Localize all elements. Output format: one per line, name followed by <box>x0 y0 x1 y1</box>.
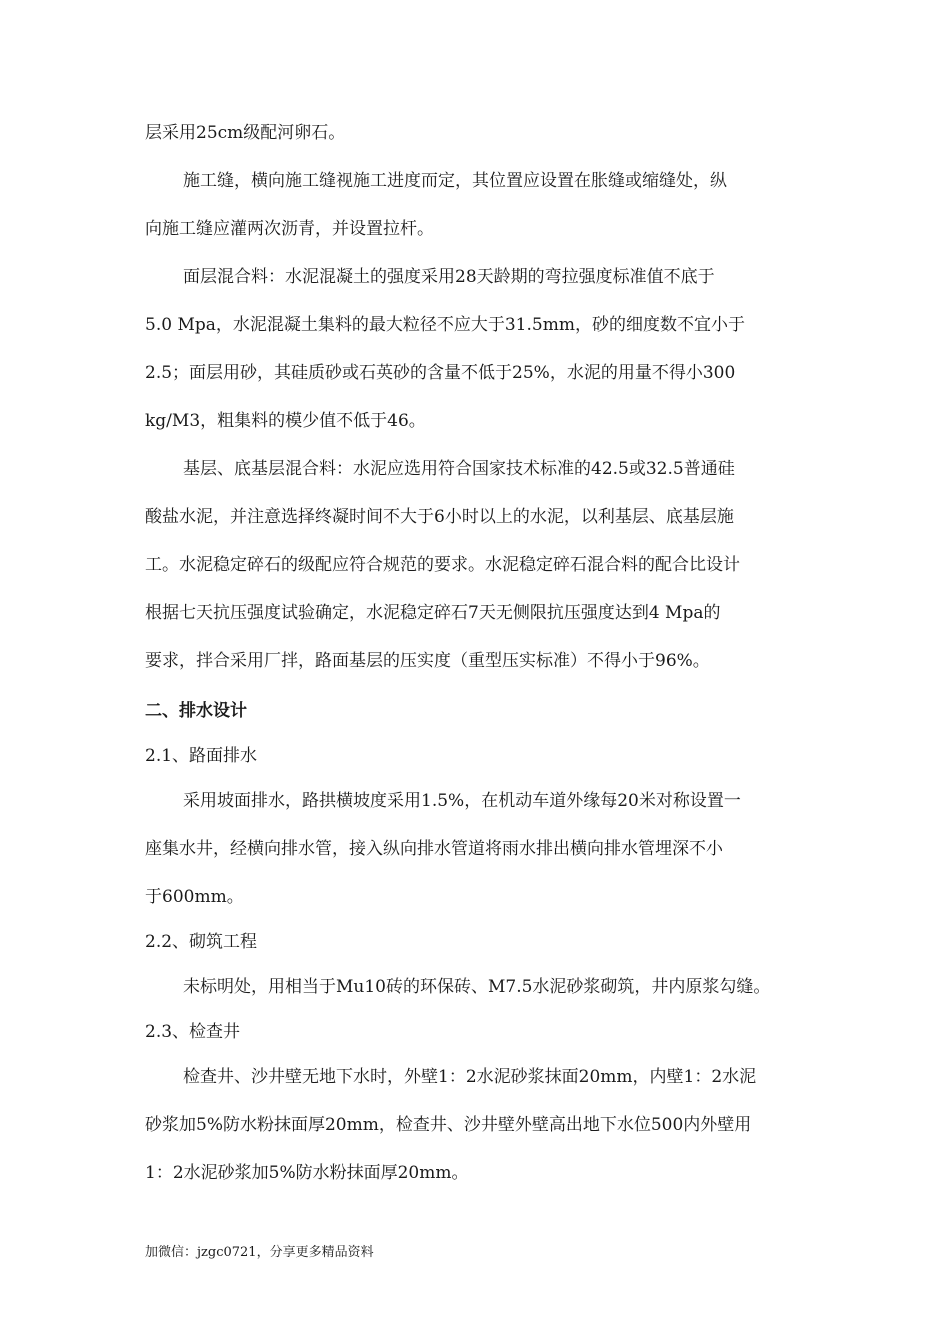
paragraph-line: 酸盐水泥，并注意选择终凝时间不大于6小时以上的水泥，以利基层、底基层施 <box>145 507 734 527</box>
paragraph-line: 面层混合料：水泥混凝土的强度采用28天龄期的弯拉强度标准值不底于 <box>183 267 715 287</box>
paragraph-line: 未标明处，用相当于Mu10砖的环保砖、M7.5水泥砂浆砌筑，井内原浆勾缝。 <box>183 977 771 997</box>
paragraph-line: 5.0 Mpa，水泥混凝土集料的最大粒径不应大于31.5mm，砂的细度数不宜小于 <box>145 315 745 335</box>
paragraph-line: 砂浆加5%防水粉抹面厚20mm，检查井、沙井壁外壁高出地下水位500内外壁用 <box>145 1115 752 1135</box>
paragraph-line: 根据七天抗压强度试验确定，水泥稳定碎石7天无侧限抗压强度达到4 Mpa的 <box>145 603 721 623</box>
paragraph-line: 层采用25cm级配河卵石。 <box>145 123 346 143</box>
paragraph-line: 2.5；面层用砂，其硅质砂或石英砂的含量不低于25%，水泥的用量不得小300 <box>145 363 736 383</box>
section-heading: 二、排水设计 <box>145 701 247 721</box>
paragraph-line: 检查井、沙井壁无地下水时，外壁1：2水泥砂浆抹面20mm，内壁1：2水泥 <box>183 1067 757 1087</box>
paragraph-line: 采用坡面排水，路拱横坡度采用1.5%，在机动车道外缘每20米对称设置一 <box>183 791 741 811</box>
paragraph-line: 工。水泥稳定碎石的级配应符合规范的要求。水泥稳定碎石混合料的配合比设计 <box>145 555 740 575</box>
subsection-heading: 2.1、路面排水 <box>145 746 258 766</box>
paragraph-line: 于600mm。 <box>145 887 244 907</box>
subsection-heading: 2.3、检查井 <box>145 1022 241 1042</box>
footer-note: 加微信：jzgc0721，分享更多精品资料 <box>145 1245 374 1260</box>
subsection-heading: 2.2、砌筑工程 <box>145 932 258 952</box>
paragraph-line: 座集水井，经横向排水管，接入纵向排水管道将雨水排出横向排水管埋深不小 <box>145 839 723 859</box>
paragraph-line: 1：2水泥砂浆加5%防水粉抹面厚20mm。 <box>145 1163 469 1183</box>
paragraph-line: kg/M3，粗集料的模少值不低于46。 <box>145 411 426 431</box>
paragraph-line: 要求，拌合采用厂拌，路面基层的压实度（重型压实标准）不得小于96%。 <box>145 651 710 671</box>
paragraph-line: 向施工缝应灌两次沥青，并设置拉杆。 <box>145 219 434 239</box>
paragraph-line: 基层、底基层混合料：水泥应选用符合国家技术标准的42.5或32.5普通硅 <box>183 459 735 479</box>
paragraph-line: 施工缝，横向施工缝视施工进度而定，其位置应设置在胀缝或缩缝处，纵 <box>183 171 727 191</box>
